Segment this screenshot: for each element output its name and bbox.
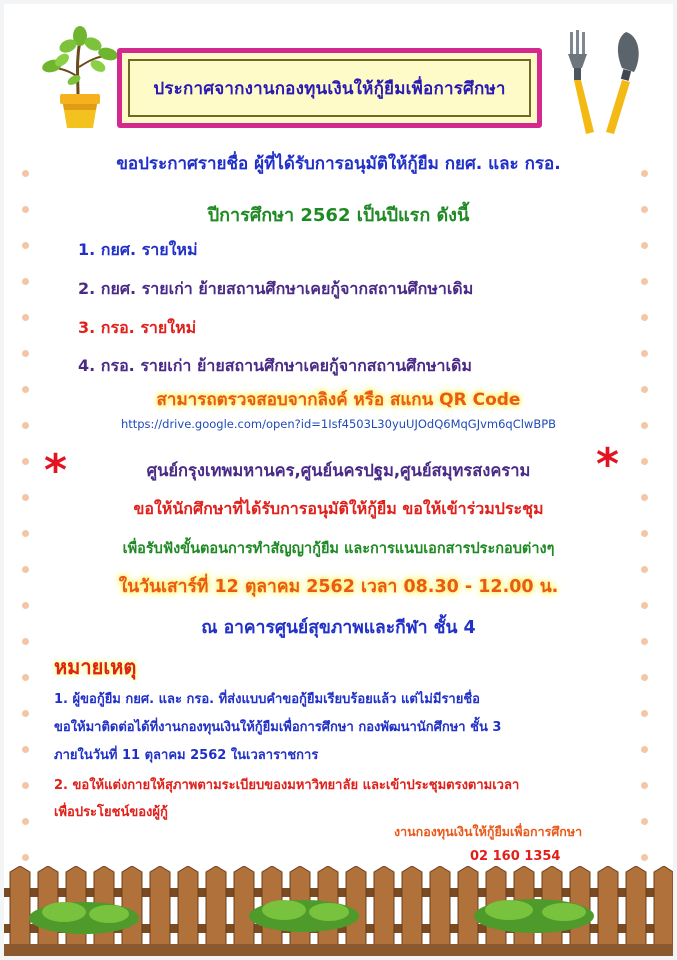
meeting-invite: ขอให้นักศึกษาที่ได้รับการอนุมัติให้กู้ยืม ขอให้เข้าร่วมประชุม (133, 499, 544, 518)
list-item-2: 2. กยศ. รายเก่า ย้ายสถานศึกษาเคยกู้จากสถานศึกษาเดิม (78, 279, 474, 298)
left-asterisk: * (44, 445, 68, 496)
meeting-purpose: เพื่อรับฟังขั้นตอนการทำสัญญากู้ยืม และการแนบเอกสารประกอบต่างๆ (122, 541, 555, 557)
announcement-title-box (117, 48, 542, 128)
note-line-3: ภายในวันที่ 11 ตุลาคม 2562 ในเวลาราชการ (54, 748, 319, 763)
drive-link[interactable]: https://drive.google.com/open?id=1Isf4503L30yuUJOdQ6MqGJvm6qClwBPB (120, 417, 557, 431)
meeting-venue: ณ อาคารศูนย์สุขภาพและกีฬา ชั้น 4 (201, 618, 476, 638)
centers-list: ศูนย์กรุงเทพมหานคร,ศูนย์นครปฐม,ศูนย์สมุทรสงคราม (146, 461, 531, 480)
notes-heading: หมายเหตุ (54, 655, 137, 679)
list-item-4: 4. กรอ. รายเก่า ย้ายสถานศึกษาเคยกู้จากสถานศึกษาเดิม (78, 356, 472, 375)
list-item-3: 3. กรอ. รายใหม่ (78, 318, 197, 337)
page-title: ประกาศจากงานกองทุนเงินให้กู้ยืมเพื่อการศึกษา (153, 78, 506, 99)
check-instruction: สามารถตรวจสอบจากลิงค์ หรือ สแกน QR Code (156, 390, 521, 410)
left-dot-border (22, 170, 36, 890)
potted-plant-icon (38, 22, 118, 132)
note-line-2: ขอให้มาติดต่อได้ที่งานกองทุนเงินให้กู้ยืมเพื่อการศึกษา กองพัฒนานักศึกษา ชั้น 3 (54, 720, 502, 735)
garden-tools-icon (552, 28, 644, 140)
meeting-datetime: ในวันเสาร์ที่ 12 ตุลาคม 2562 เวลา 08.30 - 12.00 น. (118, 577, 559, 597)
announcement-line-1: ขอประกาศรายชื่อ ผู้ที่ได้รับการอนุมัติให้กู้ยืม กยศ. และ กรอ. (116, 154, 561, 174)
office-phone: 02 160 1354 (470, 849, 561, 864)
note-line-4: 2. ขอให้แต่งกายให้สุภาพตามระเบียบของมหาวิทยาลัย และเข้าประชุมตรงตามเวลา (54, 778, 520, 793)
right-asterisk: * (596, 439, 620, 490)
garden-fence-icon (4, 866, 673, 956)
list-item-1: 1. กยศ. รายใหม่ (78, 240, 198, 259)
note-line-1: 1. ผู้ขอกู้ยืม กยศ. และ กรอ. ที่ส่งแบบคำขอกู้ยืมเรียบร้อยแล้ว แต่ไม่มีรายชื่อ (54, 692, 480, 707)
note-line-5: เพื่อประโยชน์ของผู้กู้ (54, 805, 168, 820)
announcement-line-2: ปีการศึกษา 2562 เป็นปีแรก ดังนี้ (207, 205, 470, 226)
office-name: งานกองทุนเงินให้กู้ยืมเพื่อการศึกษา (394, 824, 583, 839)
